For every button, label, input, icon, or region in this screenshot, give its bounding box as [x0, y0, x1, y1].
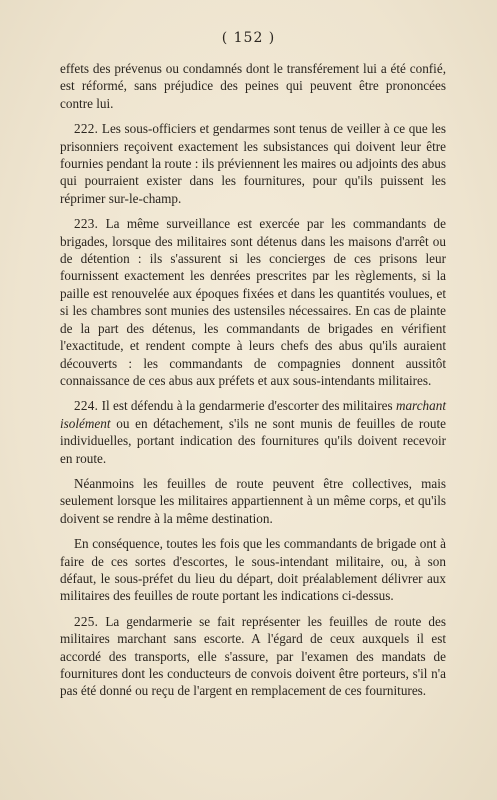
article-224-paragraph-3 — [60, 535, 446, 605]
article-number: 224. — [74, 398, 99, 414]
italic-phrase: marchant isolément — [60, 398, 446, 431]
body-text — [60, 60, 446, 708]
article-number: 225. — [74, 613, 99, 629]
paragraph-text: La gendarmerie se fait représenter les feuilles de route des militaires marchant sans escorte. A l'égard de ceux auxquels il est accordé des transports, elle s'assure, par l'examen des mandats de fournitures dont les conducteurs de convois doivent être porteurs, s'il n'a pas été donné ou reçu de l'argent en remplacement de ces fournitures. — [60, 613, 447, 699]
article-223 — [60, 215, 446, 389]
article-225 — [60, 613, 446, 700]
paragraph-text: ou en détachement, s'ils ne sont munis de feuilles de route individuelles, portant indication des fournitures qu'ils doivent recevoir en route. — [60, 415, 447, 466]
article-number: 222. — [74, 121, 99, 137]
article-224-paragraph-2 — [60, 475, 446, 527]
page-number: ( 152 ) — [221, 30, 276, 46]
paragraph-continuation — [60, 60, 446, 112]
paragraph-text: En conséquence, toutes les fois que les commandants de brigade ont à faire de ces sortes d'escortes, le sous-intendant militaire, ou, à son défaut, le sous-préfet du lieu du départ, doit préalablement délivrer aux militaires des feuilles de route portant les indications ci-dessus. — [60, 536, 446, 604]
paragraph-text: Il est défendu à la gendarmerie d'escorter des militaires — [101, 398, 393, 414]
article-number: 223. — [74, 216, 99, 232]
article-224 — [60, 397, 446, 467]
paragraph-text: Néanmoins les feuilles de route peuvent être collectives, mais seulement lorsque les militaires appartiennent à un même corps, et qu'ils doivent se rendre à la même destination. — [60, 475, 446, 526]
article-222 — [60, 120, 446, 207]
paragraph-text: effets des prévenus ou condamnés dont le transférement lui a été confié, est réformé, sans préjudice des peines qui peuvent être prononcées contre lui. — [60, 61, 446, 111]
paragraph-text: Les sous-officiers et gendarmes sont tenus de veiller à ce que les prisonniers reçoivent exactement les subsistances qui doivent leur être fournies pendant la route : ils préviennent les maires ou adjoints des abus qui pourraient exister dans les fournitures, pour qu'ils puissent les réprimer sur-le-champ. — [60, 121, 447, 206]
paragraph-text: La même surveillance est exercée par les commandants de brigades, lorsque des militaires sont détenus dans les maisons d'arrêt ou de détention : ils s'assurent si les concierges de ces prisons leur fournissent exactement les denrées prescrites par les règlements, si la paille est renouvelée aux époques fixées et dans les quantités voulues, et si les chambres sont munies des ustensiles nécessaires. En cas de plainte de la part des détenus, les commandants de brigades en vérifient l'exactitude, et rendent compte à leurs chefs des abus qu'ils auraient découverts : les commandants de compagnies donnent aussitôt connaissance de ces abus aux préfets et aux sous-intendants militaires. — [60, 216, 447, 388]
